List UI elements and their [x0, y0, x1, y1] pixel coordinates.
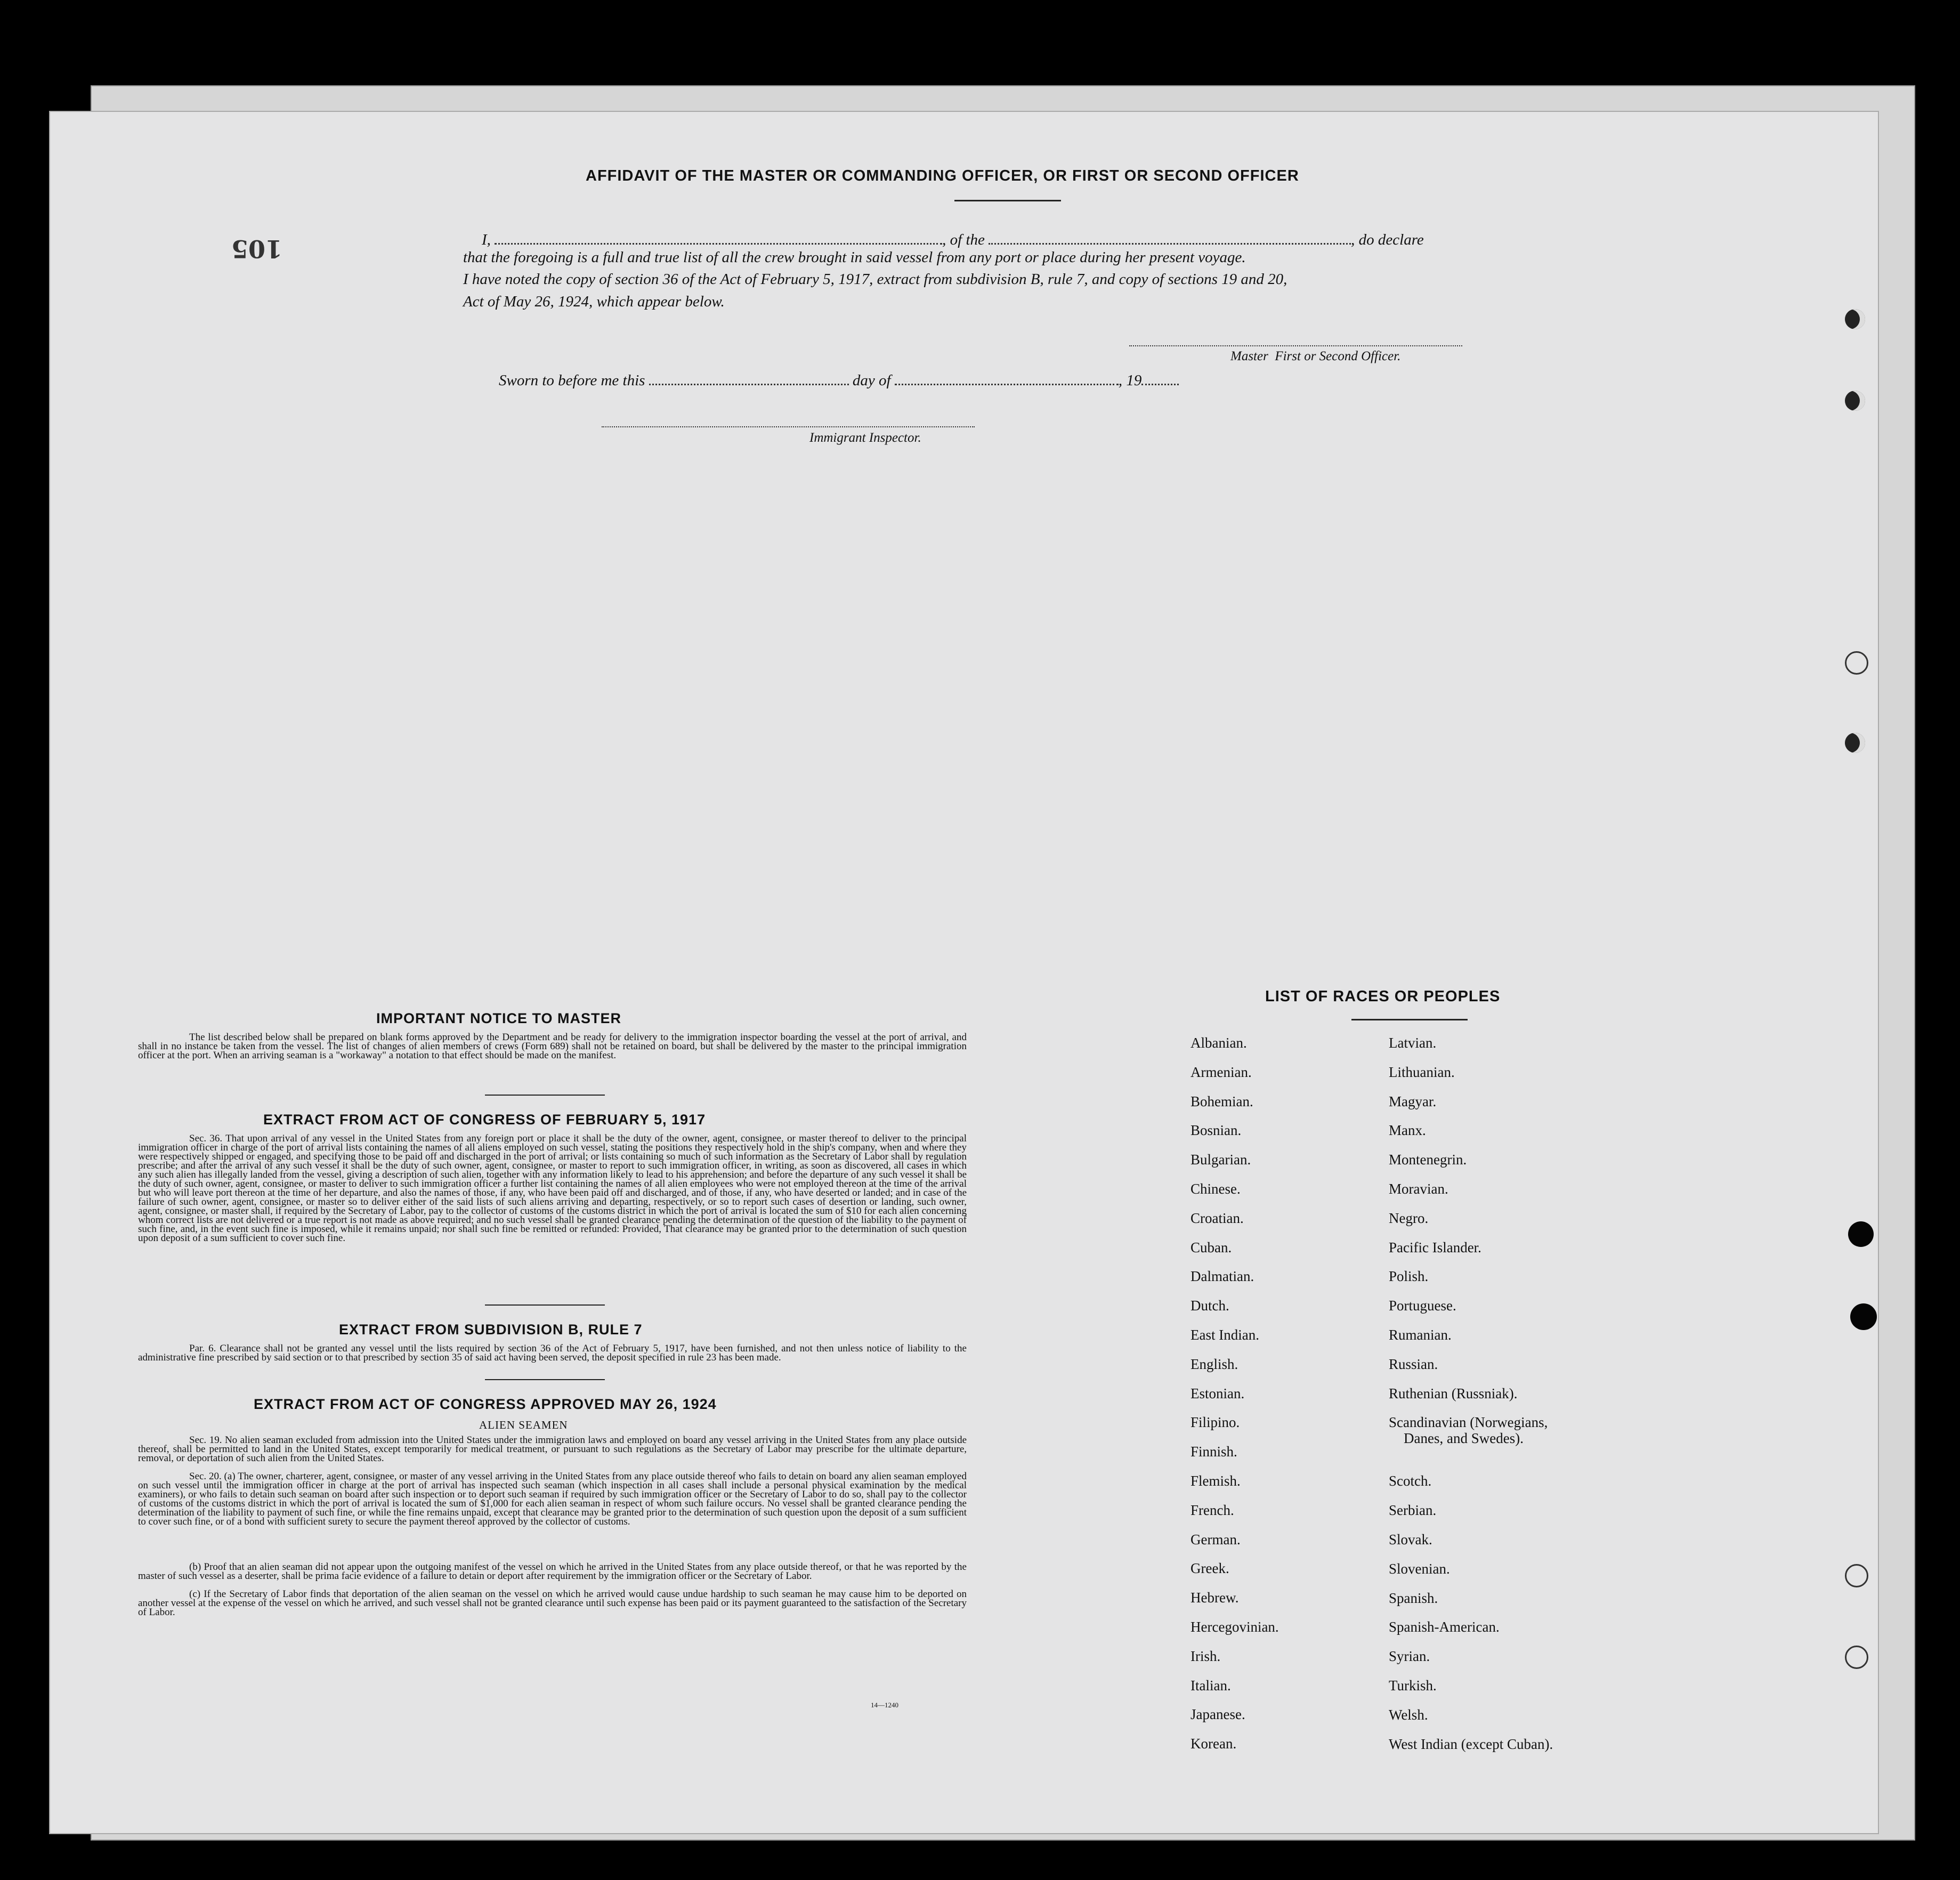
race-item: Cuban.: [1190, 1239, 1232, 1255]
punch-hole-2: [1845, 391, 1865, 411]
race-item: West Indian (except Cuban).: [1389, 1736, 1553, 1752]
race-item: Korean.: [1190, 1736, 1237, 1752]
race-item: Turkish.: [1389, 1678, 1437, 1693]
race-item: Albanian.: [1190, 1035, 1247, 1051]
notice-body: The list described below shall be prepared on blank forms approved by the Department and be ready for delivery to the immigration inspector boarding the vessel at the port of arrival, and shall in no instance be taken from the vessel. The list of changes of alien members of crews (Form 689) shall not be retained on board, but shall be delivered by the master to the principal immigration officer at the port. When an arriving seaman is a "workaway" a notation to that effect should be made on the manifest.: [138, 1032, 967, 1061]
affidavit-line-3: I have noted the copy of section 36 of the Act of February 5, 1917, extract from subdivision B, rule 7, and copy of sections 19 and 20,: [463, 271, 1287, 288]
race-item: Armenian.: [1190, 1064, 1252, 1080]
race-item: Bulgarian.: [1190, 1152, 1251, 1168]
extract-1924-sec20b: (b) Proof that an alien seaman did not appear upon the outgoing manifest of the vessel on which he arrived in the United States from any place outside thereof, or that he was reported by the master of such vessel as a deserter, shall be prima facie evidence of a failure to detain or deport after requirement by the immigration officer or the Secretary of Labor.: [138, 1561, 967, 1582]
affidavit-title: AFFIDAVIT OF THE MASTER OR COMMANDING OFFICER, OR FIRST OR SECOND OFFICER: [586, 167, 1299, 184]
extract-1924-title: EXTRACT FROM ACT OF CONGRESS APPROVED MAY 26, 1924: [254, 1396, 717, 1412]
race-item: Bohemian.: [1190, 1093, 1253, 1109]
race-item: Bosnian.: [1190, 1122, 1242, 1139]
divider-2: [485, 1304, 605, 1306]
master-signature-label: Master First or Second Officer.: [1230, 349, 1401, 363]
extract-1924-sec20c: (c) If the Secretary of Labor finds that deportation of the alien seaman on the vessel on which he arrived would cause undue hardship to such seaman he may cause him to be deported on another vessel at the expense of the vessel on which he arrived, and such vessel shall not be granted clearance until such expense has been paid or its payment guaranteed to the satisfaction of the Secretary of Labor.: [138, 1589, 967, 1618]
race-item: Greek.: [1190, 1560, 1229, 1577]
race-item: Irish.: [1190, 1648, 1221, 1664]
extract-rule7-body: Par. 6. Clearance shall not be granted any vessel until the lists required by section 36 of the Act of February 5, 1917, have been furnished, and not then unless notice of liability to the administrative fine prescribed by said section or to that prescribed by section 35 of said act having been served, the deposit specified in rule 23 has been made.: [138, 1343, 967, 1363]
races-title: LIST OF RACES OR PEOPLES: [1265, 988, 1501, 1005]
race-item: Filipino.: [1190, 1414, 1240, 1431]
divider-3: [485, 1379, 605, 1380]
handwritten-page-number: 105: [231, 234, 283, 263]
sworn-month-blank: [895, 369, 1119, 385]
sworn-year-label: , 19: [1118, 372, 1142, 389]
extract-1924-sec19: Sec. 19. No alien seaman excluded from admission into the United States under the immigration laws and employed on board any vessel arriving in the United States from any place outside thereof, shall be permitted to land in the United States, except temporarily for medical treatment, or pursuant to such regulations as the Secretary of Labor may prescribe for the ultimate departure, removal, or deportation of such alien from the United States.: [138, 1435, 967, 1464]
race-item: English.: [1190, 1356, 1238, 1372]
race-item: Ruthenian (Russniak).: [1389, 1385, 1518, 1401]
extract-1917-title: EXTRACT FROM ACT OF CONGRESS OF FEBRUARY 5, 1917: [263, 1112, 706, 1128]
race-item: French.: [1190, 1502, 1234, 1518]
race-item: Japanese.: [1190, 1706, 1245, 1723]
race-item: East Indian.: [1190, 1327, 1259, 1343]
form-number: 14—1240: [871, 1701, 898, 1709]
race-item: German.: [1190, 1531, 1241, 1547]
race-item: Portuguese.: [1389, 1298, 1456, 1314]
sworn-day-blank: [649, 369, 849, 385]
affidavit-i-label: I,: [482, 231, 491, 248]
affidavit-line-4: Act of May 26, 1924, which appear below.: [463, 293, 725, 310]
extract-1917-body: Sec. 36. That upon arrival of any vessel in the United States from any foreign port or place it shall be the duty of the owner, agent, consignee, or master thereof to deliver to the principal immigration officer in charge of the port of arrival lists containing the names of all aliens employed on such vessel, stating the positions they respectively hold in the ship's company, when and where they were respectively shipped or engaged, and specifying those to be paid off and discharged in the port of arrival; or lists containing so much of such information as the Secretary of Labor shall by regulation prescribe; and after the arrival of any such vessel it shall be the duty of such owner, agent, consignee, or master to report to such immigration officer, in writing, as soon as discovered, all cases in which any such alien has illegally landed from the vessel, giving a description of such alien, together with any information likely to lead to his apprehension; and before the departure of any such vessel it shall be the duty of such owner, agent, consignee, or master to deliver to such immigration officer a further list containing the names of all alien employees who were not employed thereon at the time of the arrival but who will leave port thereon at the time of her departure, and also the names of those, if any, who have been paid off and discharged, and of those, if any, who have deserted or landed; and in case of the failure of such owner, agent, consignee, or master so to deliver either of the said lists of such aliens arriving and departing, respectively, or so to report such cases of desertion or landing, such owner, agent, consignee, or master shall, if required by the Secretary of Labor, pay to the collector of customs of the customs district in which the port of arrival is located the sum of $10 for each alien concerning whom correct lists are not delivered or a true report is not made as above required; and no such vessel shall be granted clearance pending the determination of the question of the liability to the payment of such fine, and, in the event such fine is imposed, while it remains unpaid; nor shall such fine be remitted or refunded: Provided, That clearance may be granted prior to the determination of such question upon deposit of a sum sufficient to cover such fine.: [138, 1133, 967, 1244]
race-item: Slovenian.: [1389, 1560, 1450, 1577]
inspector-signature-line: [602, 426, 975, 427]
races-title-rule: [1351, 1019, 1468, 1020]
race-item: Dalmatian.: [1190, 1268, 1254, 1285]
race-item: Estonian.: [1190, 1385, 1245, 1401]
race-item: Russian.: [1389, 1356, 1438, 1372]
race-item: Polish.: [1389, 1268, 1429, 1285]
race-item: Syrian.: [1389, 1648, 1430, 1665]
affidavit-line-1: [482, 228, 1424, 249]
race-item: Latvian.: [1389, 1035, 1437, 1051]
affidavit-line-2: that the foregoing is a full and true list of all the crew brought in said vessel from any port or place during her present voyage.: [463, 249, 1246, 266]
punch-hole-3: [1845, 651, 1868, 675]
punch-hole-4: [1845, 733, 1865, 753]
race-item: Rumanian.: [1389, 1327, 1452, 1343]
affidavit-sheet: [50, 112, 1878, 1833]
notice-title: IMPORTANT NOTICE TO MASTER: [376, 1010, 621, 1026]
race-item: Moravian.: [1389, 1181, 1448, 1197]
sworn-day-of-label: day of: [852, 372, 891, 389]
punch-hole-8: [1845, 1646, 1868, 1669]
race-item: Hebrew.: [1190, 1590, 1239, 1606]
race-item: Pacific Islander.: [1389, 1239, 1481, 1255]
race-item: Montenegrin.: [1389, 1152, 1467, 1168]
extract-rule7-title: EXTRACT FROM SUBDIVISION B, RULE 7: [339, 1322, 643, 1338]
race-item: Croatian.: [1190, 1210, 1244, 1226]
race-item: Chinese.: [1190, 1181, 1241, 1197]
vessel-name-blank: [989, 228, 1351, 245]
race-item: Italian.: [1190, 1677, 1231, 1693]
race-item: Dutch.: [1190, 1298, 1229, 1314]
race-item: Magyar.: [1389, 1093, 1437, 1109]
extract-1924-subtitle: ALIEN SEAMEN: [479, 1419, 568, 1431]
sworn-prefix: Sworn to before me this: [499, 372, 645, 389]
race-item: Negro.: [1389, 1210, 1429, 1226]
race-item: Welsh.: [1389, 1706, 1428, 1723]
master-signature-line: [1129, 345, 1462, 346]
race-item: Lithuanian.: [1389, 1064, 1455, 1080]
sworn-line: [499, 369, 1179, 390]
race-item: Slovak.: [1389, 1531, 1432, 1547]
punch-hole-5: [1848, 1221, 1874, 1247]
race-item: Manx.: [1389, 1122, 1426, 1139]
punch-hole-6: [1850, 1303, 1877, 1330]
race-item: Scandinavian (Norwegians,: [1389, 1414, 1548, 1431]
race-item: Spanish-American.: [1389, 1619, 1500, 1635]
race-item: Spanish.: [1389, 1590, 1438, 1606]
race-item: Danes, and Swedes).: [1404, 1430, 1524, 1447]
affidavit-title-rule: [954, 200, 1061, 201]
affidavit-of-the-label: , of the: [942, 231, 985, 248]
race-item: Flemish.: [1190, 1473, 1241, 1489]
affidavit-declare-label: , do declare: [1351, 231, 1424, 248]
race-item: Hercegovinian.: [1190, 1619, 1279, 1635]
punch-hole-1: [1845, 309, 1865, 329]
extract-1924-sec20a: Sec. 20. (a) The owner, charterer, agent, consignee, or master of any vessel arriving in the United States from any place outside thereof who fails to detain on board any alien seaman employed on such vessel until the immigration officer in charge at the port of arrival has inspected such seaman (which inspection in all cases shall include a personal physical examination by the medical examiners), or who fails to detain such seaman on board after such inspection or to deport such seaman if required by such immigration officer or the Secretary of Labor to do so, shall pay to the collector of customs of the customs district in which the port of arrival is located the sum of $1,000 for each alien seaman in respect of whom such failure occurs. No vessel shall be granted clearance pending the determination of the liability to payment of such fine, or while the fine remains unpaid, except that clearance may be granted prior to the determination of such question upon the deposit of a sum sufficient to cover such fine, or of a bond with sufficient surety to secure the payment thereof approved by the collector of customs.: [138, 1471, 967, 1527]
master-name-blank: [495, 228, 942, 245]
sworn-year-blank: [1141, 369, 1179, 385]
race-item: Finnish.: [1190, 1444, 1237, 1460]
inspector-signature-label: Immigrant Inspector.: [809, 431, 921, 445]
race-item: Scotch.: [1389, 1473, 1432, 1489]
divider-1: [485, 1095, 605, 1096]
race-item: Serbian.: [1389, 1502, 1437, 1519]
punch-hole-7: [1845, 1564, 1868, 1587]
